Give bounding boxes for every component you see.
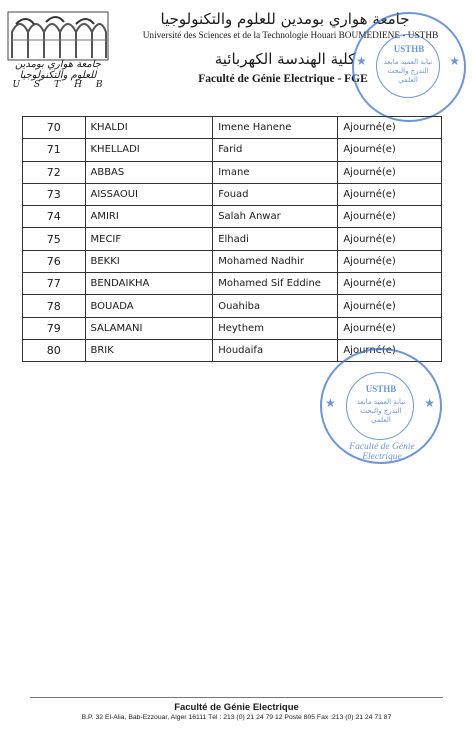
official-stamp-top xyxy=(352,12,466,122)
footer-divider xyxy=(30,697,443,698)
first-name-cell: Imane xyxy=(213,161,338,183)
star-icon: ★ xyxy=(356,54,367,68)
stamp-usthb-label: USTHB xyxy=(393,44,425,54)
last-name-cell: AMIRI xyxy=(85,206,213,228)
first-name-cell: Salah Anwar xyxy=(213,206,338,228)
table-row xyxy=(23,139,442,161)
row-number-cell: 80 xyxy=(23,339,86,361)
last-name-cell: KHELLADI xyxy=(85,139,213,161)
table-row xyxy=(23,117,442,139)
table-row xyxy=(23,183,442,205)
row-number-cell: 72 xyxy=(23,161,86,183)
stamp-arabic-label: نيابة العميد مابعد التدرج والبحث العلمي xyxy=(356,398,406,424)
first-name-cell: Heythem xyxy=(213,317,338,339)
faculty-name-arabic: كلية الهندسة الكهربائية xyxy=(214,50,356,68)
row-number-cell: 73 xyxy=(23,183,86,205)
university-name-french: Université des Sciences et de la Technologie Houari BOUMEDIENE - USTHB xyxy=(142,31,439,41)
first-name-cell: Houdaifa xyxy=(213,339,338,361)
decision-cell: Ajourné(e) xyxy=(338,273,442,295)
usthb-arches-emblem xyxy=(6,10,110,62)
decision-cell: Ajourné(e) xyxy=(338,317,442,339)
footer-address: B.P. 32 El-Alia, Bab-Ezzouar, Alger 16111 Tél : 213 (0) 21 24 79 12 Poste 805 Fax :213 (0) 21 24 71 87 xyxy=(81,714,392,721)
faculty-name-french: Faculté de Génie Electrique - FGE xyxy=(198,73,368,85)
stamp-ring-text: Faculté de Génie Electrique xyxy=(349,442,415,462)
logo-letter: S xyxy=(34,80,42,90)
table-row xyxy=(23,295,442,317)
results-table xyxy=(22,116,442,362)
row-number-cell: 74 xyxy=(23,206,86,228)
table-row xyxy=(23,317,442,339)
last-name-cell: ABBAS xyxy=(85,161,213,183)
first-name-cell: Fouad xyxy=(213,183,338,205)
row-number-cell: 75 xyxy=(23,228,86,250)
logo-letter: U xyxy=(12,80,22,90)
stamp-arabic-label: نيابة العميد مابعد التدرج والبحث العلمي xyxy=(383,58,433,84)
last-name-cell: BENDAIKHA xyxy=(85,273,213,295)
table-row xyxy=(23,250,442,272)
decision-cell: Ajourné(e) xyxy=(338,117,442,139)
footer-title: Faculté de Génie Electrique xyxy=(174,702,299,713)
first-name-cell: Elhadi xyxy=(213,228,338,250)
decision-cell: Ajourné(e) xyxy=(338,206,442,228)
star-icon: ★ xyxy=(424,396,435,410)
decision-cell: Ajourné(e) xyxy=(338,250,442,272)
table-row xyxy=(23,206,442,228)
row-number-cell: 71 xyxy=(23,139,86,161)
first-name-cell: Imene Hanene xyxy=(213,117,338,139)
row-number-cell: 78 xyxy=(23,295,86,317)
star-icon: ★ xyxy=(325,396,336,410)
logo-arabic-text: جامعة هواري بومدين للعلوم والتكنولوجيا xyxy=(15,59,101,81)
decision-cell: Ajourné(e) xyxy=(338,139,442,161)
first-name-cell: Ouahiba xyxy=(213,295,338,317)
table-row xyxy=(23,273,442,295)
stamp-usthb-label: USTHB xyxy=(365,384,397,394)
decision-cell: Ajourné(e) xyxy=(338,228,442,250)
table-row xyxy=(23,161,442,183)
decision-cell: Ajourné(e) xyxy=(338,183,442,205)
last-name-cell: AISSAOUI xyxy=(85,183,213,205)
logo-letter: H xyxy=(74,80,83,90)
star-icon: ★ xyxy=(449,54,460,68)
decision-cell: Ajourné(e) xyxy=(338,295,442,317)
decision-cell: Ajourné(e) xyxy=(338,161,442,183)
row-number-cell: 77 xyxy=(23,273,86,295)
first-name-cell: Mohamed Nadhir xyxy=(213,250,338,272)
first-name-cell: Farid xyxy=(213,139,338,161)
logo-letter: T xyxy=(54,80,62,90)
row-number-cell: 76 xyxy=(23,250,86,272)
university-name-arabic: جامعة هواري بومدين للعلوم والتكنولوجيا xyxy=(160,10,410,28)
logo-letters xyxy=(6,80,110,90)
last-name-cell: BRIK xyxy=(85,339,213,361)
row-number-cell: 79 xyxy=(23,317,86,339)
last-name-cell: BEKKI xyxy=(85,250,213,272)
table-row xyxy=(23,228,442,250)
first-name-cell: Mohamed Sif Eddine xyxy=(213,273,338,295)
last-name-cell: KHALDI xyxy=(85,117,213,139)
last-name-cell: BOUADA xyxy=(85,295,213,317)
logo-letter: B xyxy=(95,80,104,90)
last-name-cell: SALAMANI xyxy=(85,317,213,339)
decision-cell: Ajourné(e) xyxy=(338,339,442,361)
official-stamp-bottom xyxy=(320,348,442,464)
row-number-cell: 70 xyxy=(23,117,86,139)
last-name-cell: MECIF xyxy=(85,228,213,250)
